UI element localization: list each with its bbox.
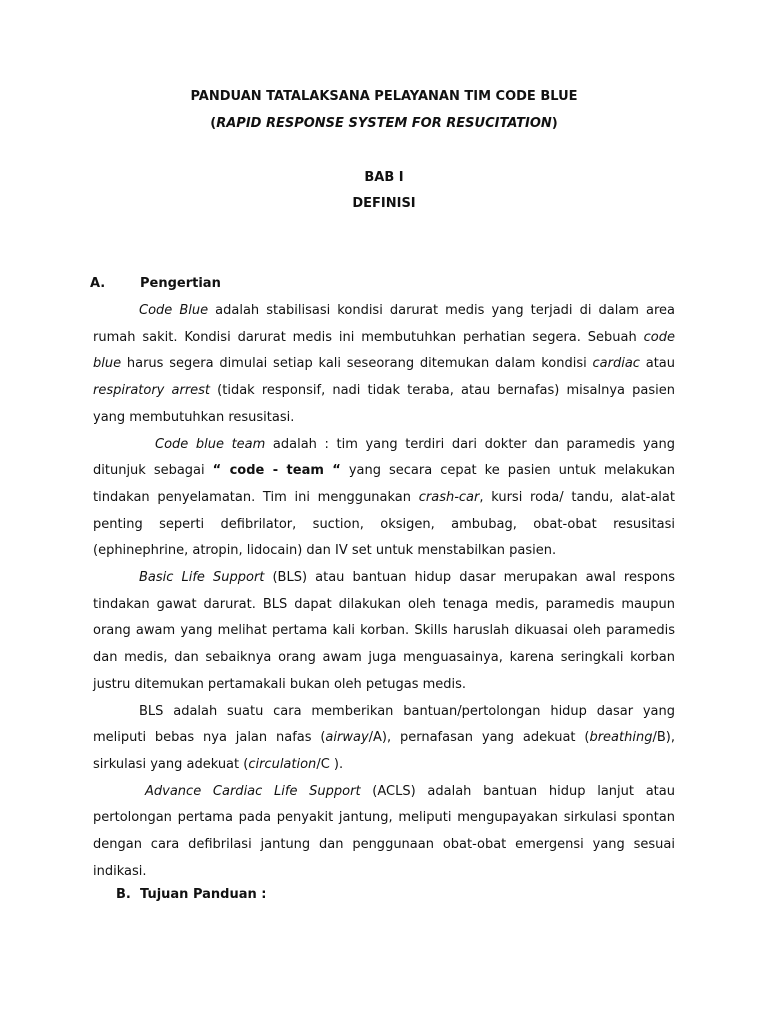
paragraph-bls: BLS adalah suatu cara memberikan bantuan/pertolongan hidup dasar yang meliputi bebas nya jalan nafas (airway/A), pernafasan yang adekuat (breathing/B), sirkulasi yang adekuat (circulation/C ). (93, 703, 675, 772)
paragraph-code-blue: Code Blue adalah stabilisasi kondisi darurat medis yang terjadi di dalam area rumah sakit. Kondisi darurat medis ini membutuhkan perhatian segera. Sebuah code blue harus segera dimulai setiap kali seseorang ditemukan dalam kondisi cardiac atau respiratory arrest (tidak responsif, nadi tidak teraba, atau bernafas) misalnya pasien yang membutuhkan resusitasi. (93, 303, 676, 425)
paragraph-acls: Advance Cardiac Life Support (ACLS) adalah bantuan hidup lanjut atau pertolongan pertama pada penyakit jantung, meliputi mengupayakan sirkulasi spontan dengan cara defibrilasi jantung dan penggunaan obat-obat emergensi yang sesuai indikasi. (93, 783, 675, 879)
section-b-title: Tujuan Panduan : (140, 887, 267, 902)
document-subtitle: (RAPID RESPONSE SYSTEM FOR RESUCITATION) (210, 116, 558, 131)
section-b-heading (116, 887, 266, 902)
subtitle-italic: RAPID RESPONSE SYSTEM FOR RESUCITATION (216, 116, 552, 131)
body-text (93, 298, 675, 885)
chapter-number: BAB I (364, 170, 404, 185)
paragraph-code-blue-team: Code blue team adalah : tim yang terdiri dari dokter dan paramedis yang ditunjuk sebagai “ code - team “ yang secara cepat ke pasien untuk melakukan tindakan penyelamatan. Tim ini menggunakan crash-car, kursi roda/ tandu, alat-alat penting seperti defibrilator, suction, oksigen, ambubag, obat-obat resusitasi (ephinephrine, atropin, lidocain) dan IV set untuk menstabilkan pasien. (93, 436, 676, 559)
section-a-title: Pengertian (140, 276, 221, 291)
section-a-label: A. (90, 276, 106, 291)
document-title: PANDUAN TATALAKSANA PELAYANAN TIM CODE BLUE (190, 89, 578, 104)
section-a-heading (90, 276, 221, 291)
section-b-label: B. (116, 887, 131, 902)
chapter-title: DEFINISI (352, 196, 416, 211)
paragraph-basic-life-support: Basic Life Support (BLS) atau bantuan hidup dasar merupakan awal respons tindakan gawat darurat. BLS dapat dilakukan oleh tenaga medis, paramedis maupun orang awam yang melihat pertama kali korban. Skills haruslah dikuasai oleh paramedis dan medis, dan sebaiknya orang awam juga menguasainya, karena seringkali korban justru ditemukan pertamakali bukan oleh petugas medis. (93, 570, 675, 692)
